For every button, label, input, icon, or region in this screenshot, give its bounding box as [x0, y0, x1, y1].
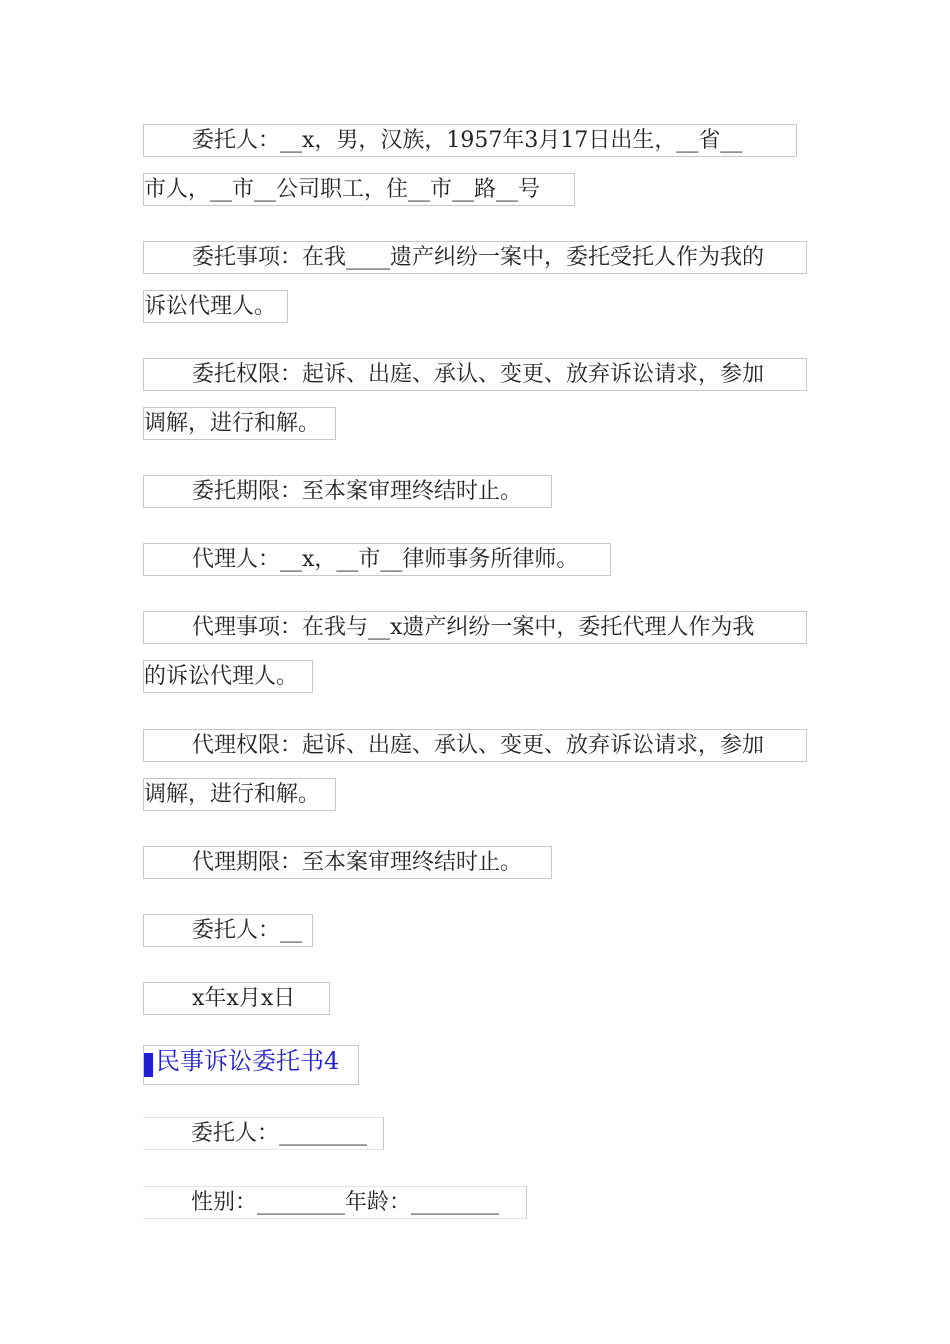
text-line: x年x月x日 [143, 982, 330, 1015]
text-line: 代理权限：起诉、出庭、承认、变更、放弃诉讼请求，参加 [143, 729, 807, 762]
text-line: 市人，__市__公司职工，住__市__路__号 [143, 173, 575, 206]
text-line: 委托期限：至本案审理终结时止。 [143, 475, 552, 508]
client-label: 委托人： [191, 1121, 280, 1146]
age-label: 年龄： [345, 1190, 412, 1215]
section-heading [143, 1045, 359, 1085]
form-line-client [143, 1117, 384, 1150]
client-blank: ________ [279, 1121, 368, 1146]
text-line: 的诉讼代理人。 [143, 660, 313, 693]
text-line: 委托人：__ [143, 914, 313, 947]
text-line: 调解，进行和解。 [143, 407, 336, 440]
text-line: 调解，进行和解。 [143, 778, 336, 811]
text-line: 代理期限：至本案审理终结时止。 [143, 846, 552, 879]
form-line-gender-age [143, 1186, 527, 1219]
text-line: 代理人：__x，__市__律师事务所律师。 [143, 543, 611, 576]
text-line: 委托人：__x，男，汉族，1957年3月17日出生，__省__ [143, 124, 797, 157]
gender-blank: ________ [257, 1190, 346, 1215]
heading-text: 民事诉讼委托书4 [156, 1047, 340, 1075]
cursor-marker [144, 1053, 153, 1077]
age-blank: ________ [411, 1190, 500, 1215]
gender-label: 性别： [191, 1190, 258, 1215]
text-line: 诉讼代理人。 [143, 290, 288, 323]
text-line: 代理事项：在我与__x遗产纠纷一案中，委托代理人作为我 [143, 611, 807, 644]
text-line: 委托权限：起诉、出庭、承认、变更、放弃诉讼请求，参加 [143, 358, 807, 391]
text-line: 委托事项：在我____遗产纠纷一案中，委托受托人作为我的 [143, 241, 807, 274]
